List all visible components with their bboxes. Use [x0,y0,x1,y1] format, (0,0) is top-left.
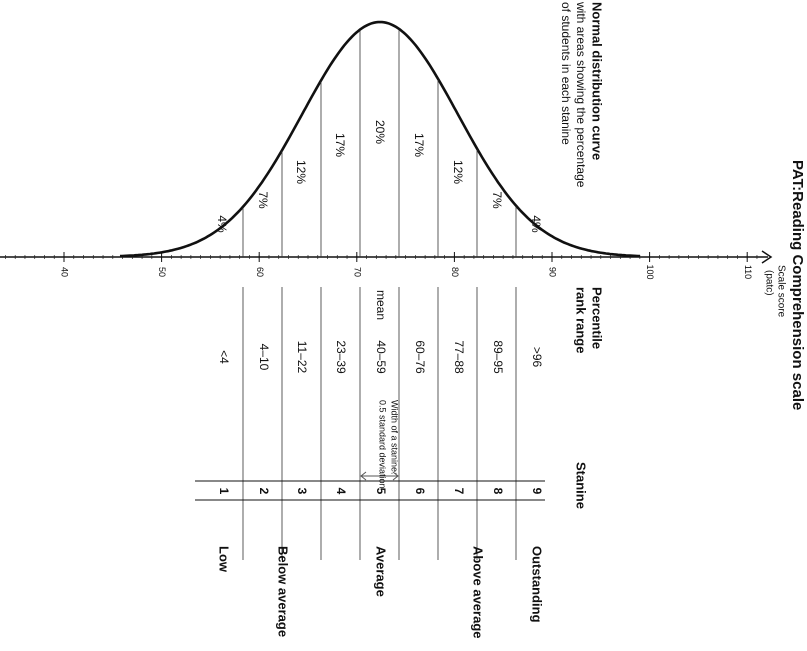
stanine-width-note-line1: Width of a stanine: [389,400,400,475]
percentile-heading-line2: rank range [573,287,589,354]
category-label: Average [373,546,389,597]
stanine-number: 4 [333,487,348,495]
stanine-width-note-line2: 0.5 standard deviation [377,400,388,489]
percentile-range: 23–39 [333,340,348,374]
percentage-label: 7% [489,191,504,209]
category-label: Above average [470,546,486,639]
stanine-number: 2 [256,487,271,495]
percentile-range: 60–76 [412,340,427,374]
axis-label-line2: (patc) [763,270,775,296]
percentile-heading-line1: Percentile [589,287,605,350]
percentage-label: 20% [372,119,387,145]
diagram-title: PAT:Reading Comprehension scale [789,160,807,411]
curve-caption-line2: with areas showing the percentage [573,2,588,188]
stanine-number: 6 [412,487,427,495]
stanine-number: 1 [216,487,231,495]
percentage-label: 17% [332,132,347,158]
stanine-number: 3 [294,487,309,495]
percentage-label: 7% [255,191,270,209]
percentile-range: 77–88 [451,340,466,374]
percentile-range: 11–22 [294,340,309,374]
axis-tick-label: 70 [352,266,363,278]
axis-label-line1: Scale score [775,265,787,318]
percentage-label: 4% [528,215,543,233]
category-label: Low [216,546,232,572]
axis-tick-label: 40 [59,266,70,278]
curve-caption-line1: Normal distribution curve [589,2,605,161]
stanine-number: 5 [373,487,388,495]
axis-tick-label: 50 [157,266,168,278]
curve-caption-line3: of students in each stanine [558,2,573,145]
category-label: Below average [275,546,291,638]
category-label: Outstanding [529,546,545,623]
percentile-range: 40–59 [373,340,388,374]
mean-label: mean [373,290,388,321]
stanine-number: 9 [529,487,544,495]
stanine-heading: Stanine [573,462,589,509]
axis-tick-label: 110 [742,264,753,280]
axis-tick-label: 60 [254,266,265,278]
percentile-range: 89–95 [490,340,505,374]
percentile-range: <4 [216,350,231,364]
percentile-range: >96 [529,346,544,368]
axis-tick-label: 80 [450,266,461,278]
axis-tick-label: 100 [645,264,656,280]
axis-tick-label: 90 [547,266,558,278]
stanine-number: 8 [490,487,505,495]
percentage-label: 4% [214,215,229,233]
percentile-range: 4–10 [256,343,271,371]
percentage-label: 17% [411,132,426,158]
percentage-label: 12% [293,159,308,185]
stanine-number: 7 [451,487,466,495]
percentage-label: 12% [450,159,465,185]
